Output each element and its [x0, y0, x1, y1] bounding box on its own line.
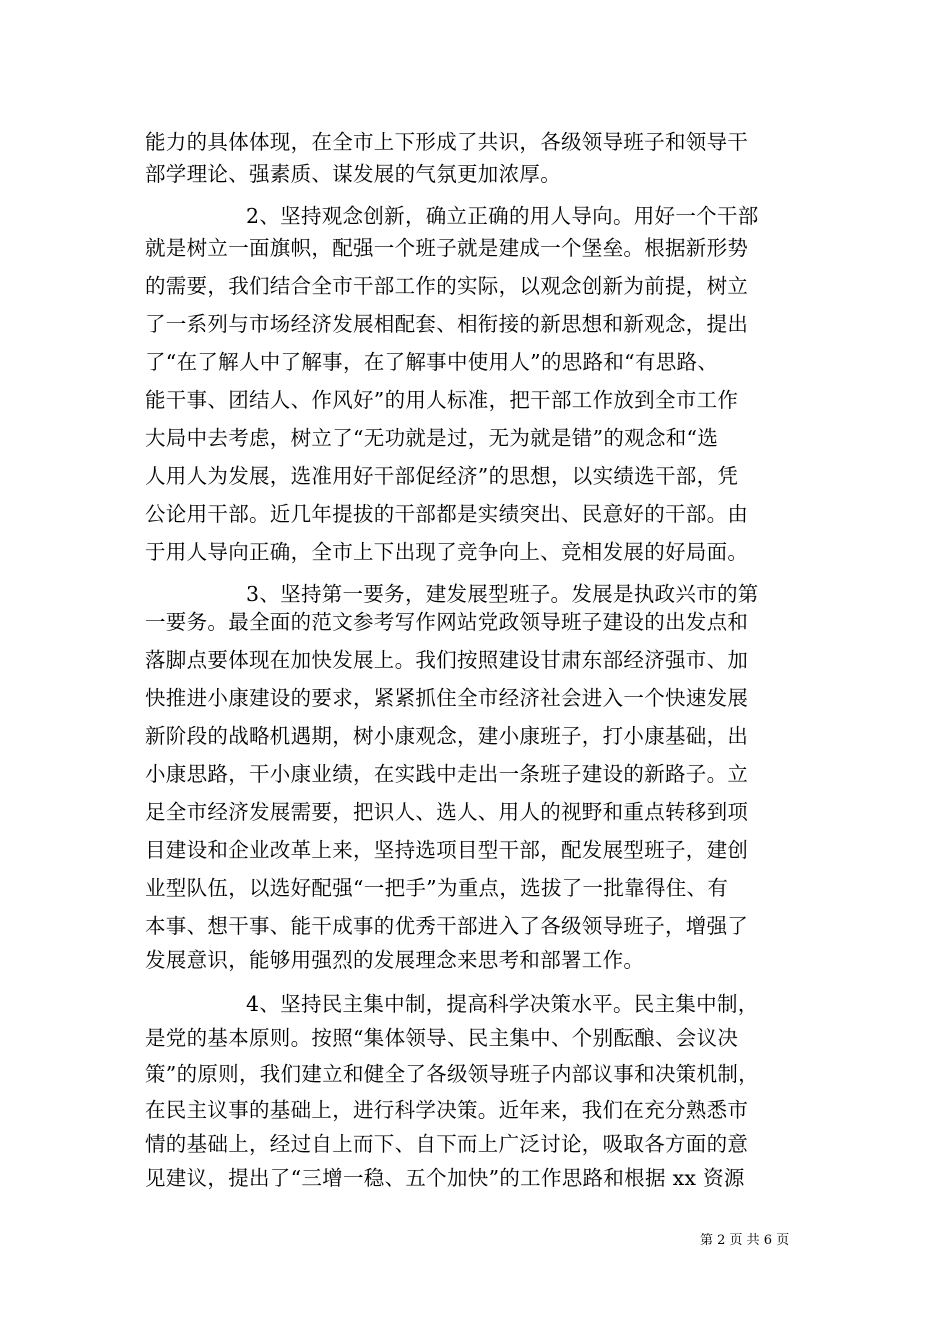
text-line: 发展意识，能够用强烈的发展理念来思考和部署工作。	[145, 948, 645, 972]
text-line: 大局中去考虑，树立了“无功就是过，无为就是错”的观念和“选	[145, 426, 719, 450]
text-line: 部学理论、强素质、谋发展的气氛更加浓厚。	[145, 162, 561, 186]
text-line: 策”的原则，我们建立和健全了各级领导班子内部议事和决策机制，	[145, 1062, 759, 1086]
text-line: 一要务。最全面的范文参考写作网站党政领导班子建设的出发点和	[145, 610, 749, 634]
text-line: 于用人导向正确，全市上下出现了竞争向上、竞相发展的好局面。	[145, 540, 749, 564]
text-line: 新阶段的战略机遇期，树小康观念，建小康班子，打小康基础，出	[145, 724, 749, 748]
text-line: 目建设和企业改革上来，坚持选项目型干部，配发展型班子，建创	[145, 838, 749, 862]
text-line: 落脚点要体现在加快发展上。我们按照建设甘肃东部经济强市、加	[145, 648, 749, 672]
text-line: 业型队伍，以选好配强“一把手”为重点，选拔了一批靠得住、有	[145, 876, 729, 900]
text-line: 了一系列与市场经济发展相配套、相衔接的新思想和新观念，提出	[145, 312, 749, 336]
text-line: 能干事、团结人、作风好”的用人标准，把干部工作放到全市工作	[145, 388, 739, 412]
text-line: 情的基础上，经过自上而下、自下而上广泛讨论，吸取各方面的意	[145, 1132, 749, 1156]
paragraph-heading-4: 4、坚持民主集中制，提高科学决策水平。民主集中制，	[246, 992, 759, 1016]
text-line: 公论用干部。近几年提拔的干部都是实绩突出、民意好的干部。由	[145, 502, 749, 526]
text-line: 了“在了解人中了解事，在了解事中使用人”的思路和“有思路、	[145, 350, 719, 374]
text-line: 本事、想干事、能干成事的优秀干部进入了各级领导班子，增强了	[145, 914, 749, 938]
text-line: 足全市经济发展需要，把识人、选人、用人的视野和重点转移到项	[145, 800, 749, 824]
text-line: 就是树立一面旗帜，配强一个班子就是建成一个堡垒。根据新形势	[145, 236, 749, 260]
text-line: 是党的基本原则。按照“集体领导、民主集中、个别酝酿、会议决	[145, 1026, 739, 1050]
text-line: 在民主议事的基础上，进行科学决策。近年来，我们在充分熟悉市	[145, 1098, 749, 1122]
paragraph-heading-3: 3、坚持第一要务，建发展型班子。发展是执政兴市的第	[246, 582, 759, 606]
text-line: 人用人为发展，选准用好干部促经济”的思想，以实绩选干部，凭	[145, 464, 739, 488]
text-line: 小康思路，干小康业绩，在实践中走出一条班子建设的新路子。立	[145, 762, 749, 786]
text-line: 快推进小康建设的要求，紧紧抓住全市经济社会进入一个快速发展	[145, 686, 749, 710]
text-line: 见建议，提出了“三增一稳、五个加快”的工作思路和根据 xx 资源	[145, 1166, 745, 1190]
page-number: 第 2 页 共 6 页	[700, 1233, 790, 1248]
paragraph-heading-2: 2、坚持观念创新，确立正确的用人导向。用好一个干部	[246, 204, 759, 228]
text-line: 的需要，我们结合全市干部工作的实际，以观念创新为前提，树立	[145, 274, 749, 298]
text-line: 能力的具体体现，在全市上下形成了共识，各级领导班子和领导干	[145, 130, 749, 154]
